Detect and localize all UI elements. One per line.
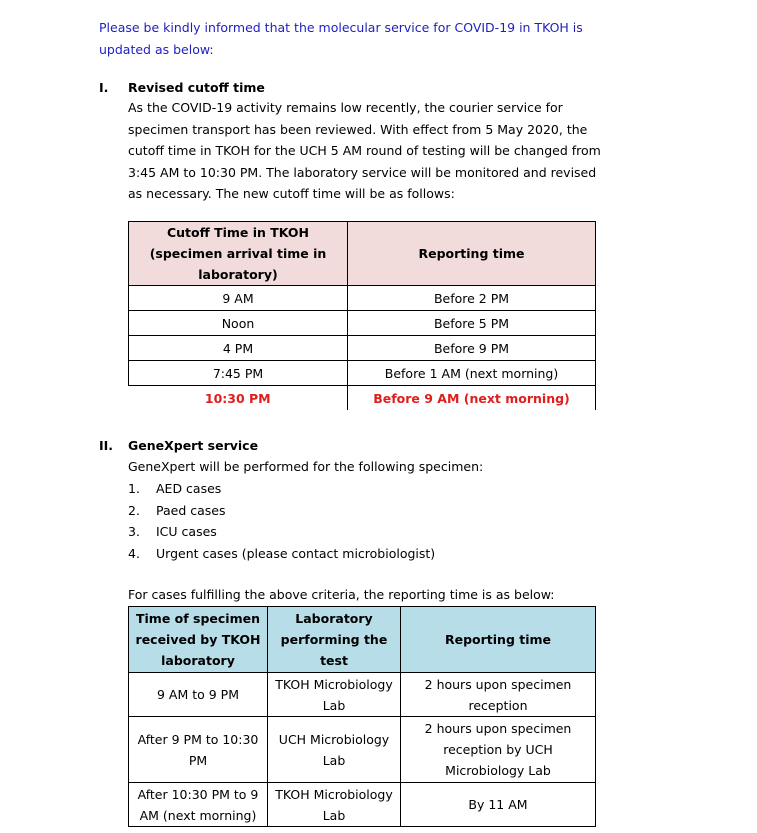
list-item-number: 3. xyxy=(128,524,140,539)
table-row xyxy=(129,336,596,361)
reporting-time-cell: Before 2 PM xyxy=(348,286,596,311)
list-item-number: 4. xyxy=(128,545,140,561)
table-row xyxy=(129,717,596,783)
reporting-time-cell: 2 hours upon specimen reception xyxy=(401,673,596,717)
cutoff-time-cell-new: 10:30 PM xyxy=(129,386,348,411)
reporting-time-cell: Before 9 PM xyxy=(348,336,596,361)
reporting-time-cell: Before 5 PM xyxy=(348,311,596,336)
list-item-text: Paed cases xyxy=(156,502,226,518)
column-header-cutoff-time: Cutoff Time in TKOH (specimen arrival time in laboratory) xyxy=(129,222,348,286)
reporting-time-cell: 2 hours upon specimen reception by UCH Microbiology Lab xyxy=(401,717,596,783)
column-header-laboratory: Laboratory performing the test xyxy=(268,607,401,673)
laboratory-cell: TKOH Microbiology Lab xyxy=(268,673,401,717)
cutoff-time-cell: 9 AM xyxy=(129,286,348,311)
reporting-time-cell-new: Before 9 AM (next morning) xyxy=(348,386,596,411)
column-header-specimen-time: Time of specimen received by TKOH laboratory xyxy=(129,607,268,673)
column-header-reporting-time: Reporting time xyxy=(401,607,596,673)
list-item xyxy=(128,500,435,522)
table-row-highlighted xyxy=(129,386,596,411)
list-item xyxy=(128,478,435,500)
specimen-time-cell: After 10:30 PM to 9 AM (next morning) xyxy=(129,783,268,827)
list-item-text: AED cases xyxy=(156,481,222,496)
table-row xyxy=(129,783,596,827)
section-2-intro: GeneXpert will be performed for the following specimen: xyxy=(128,459,484,474)
table-header-row xyxy=(129,222,596,286)
section-2-title: GeneXpert service xyxy=(128,438,259,453)
table-row xyxy=(129,286,596,311)
genexpert-reporting-table xyxy=(128,606,596,827)
laboratory-cell: UCH Microbiology Lab xyxy=(268,717,401,783)
specimen-time-cell: 9 AM to 9 PM xyxy=(129,673,268,717)
criteria-text: For cases fulfilling the above criteria, the reporting time is as below: xyxy=(128,587,555,602)
cutoff-time-table xyxy=(128,221,596,410)
list-item-number: 2. xyxy=(128,502,140,518)
section-1-number: I. xyxy=(99,80,109,95)
section-1-paragraph: As the COVID-19 activity remains low recently, the courier service for specimen transport has been reviewed. With effect from 5 May 2020, the cutoff time in TKOH for the UCH 5 AM round of testing will be changed from 3:45 AM to 10:30 PM. The laboratory service will be monitored and revised as necessary. The new cutoff time will be as follows: xyxy=(128,100,601,201)
cutoff-time-cell: Noon xyxy=(129,311,348,336)
column-header-reporting-time: Reporting time xyxy=(348,222,596,286)
table-row xyxy=(129,361,596,386)
specimen-list xyxy=(128,478,435,564)
reporting-time-cell: Before 1 AM (next morning) xyxy=(348,361,596,386)
laboratory-cell: TKOH Microbiology Lab xyxy=(268,783,401,827)
table-header-row xyxy=(129,607,596,673)
list-item xyxy=(128,543,435,565)
list-item-text: Urgent cases (please contact microbiologist) xyxy=(156,545,436,561)
section-2-number: II. xyxy=(99,438,114,453)
table-row xyxy=(129,673,596,717)
intro-notice: Please be kindly informed that the molecular service for COVID-19 in TKOH is updated as below: xyxy=(99,20,583,57)
list-item xyxy=(128,521,435,543)
cutoff-time-cell: 4 PM xyxy=(129,336,348,361)
list-item-number: 1. xyxy=(128,481,140,496)
list-item-text: ICU cases xyxy=(156,524,217,539)
section-1-title: Revised cutoff time xyxy=(128,80,265,95)
cutoff-time-cell: 7:45 PM xyxy=(129,361,348,386)
table-row xyxy=(129,311,596,336)
specimen-time-cell: After 9 PM to 10:30 PM xyxy=(129,717,268,783)
reporting-time-cell: By 11 AM xyxy=(401,783,596,827)
